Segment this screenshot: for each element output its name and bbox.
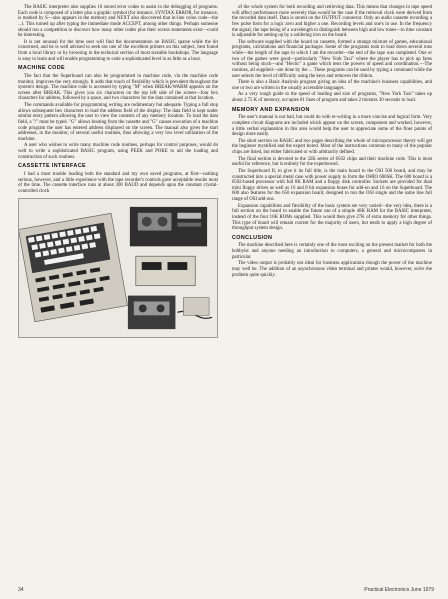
cassette-interface-text <box>18 172 218 195</box>
paragraph: The short section on BASIC and two pages describing the whole of microprocessor theory will get the beginner mystified and the expert bored. Most of the instructions common to many of the popular chips are listed, but either fabricated or with arbitrarily defined. <box>232 138 432 155</box>
superboard-photo <box>18 198 218 338</box>
product-photo-illustration <box>19 199 217 337</box>
publication-source: Practical Electronics June 1979 <box>364 587 434 593</box>
machine-code-text <box>18 74 218 160</box>
paragraph: The BASIC interpreter also supplies 10 stored error codes to assist in the debugging of programs. Each code is composed of a letter plus a graphic symbol (for instance, SYNTAX ERROR, for instance, is marked by S—also appears in the memory and NEXT also discovered that in-line colon code—the ...). This turned up after typing the immediate mode ACCEPT, among other things. Perhaps someone should run a competition to discover how many other codes plus their access statements exist—could be interesting. <box>18 5 218 39</box>
magazine-page <box>18 5 434 581</box>
paragraph: Expansion capabilities and flexibility of the basic system are very varied—the very idea, there is a full section on the board to enable the future use of a simple 48K RAM for the BASIC interpreter, instead of the four 16K ROMs supplied. This would then give 27K of extra memory for other things. This type of board will remain current for the majority of users, but tends to apply a high degree of throughput system design. <box>232 203 432 232</box>
paragraph: The fact that the Superboard can also be programmed in machine code, via the machine code monitor, improves the very strongly. It adds that touch of flexibility which is prevalent throughout the system's design. The machine code is accessed by typing "M" when BREAK/WARM appears on the screen after BREAK. This gives you six characters on the top left side of the screen—four hex characters for address, followed by a space, and two characters for the data contained at that location. <box>18 73 218 102</box>
paragraph: A user who wishes to write many machine code routines, perhaps for control purposes, would do well to write a sophisticated BASIC program, using PEEK and POKE to aid the loading and construction of such routines. <box>18 143 218 160</box>
conclusion-text <box>232 243 432 278</box>
page-number: 34 <box>18 587 24 593</box>
heading-conclusion: CONCLUSION <box>232 234 273 241</box>
paragraph: of the whole system for both recording and retrieving data. This means that changes in tape speed will affect performance more severely than would be the case if the retrieval clock were derived from the recorded data itself. Data is stored on the OUTPUT connector. Only an audio cassette recording a few pulse form for a logic zero and higher a one. Recording levels and one's in use. In the frequency the signal, the tape being of a wavelength to distinguish between high and low tones—in time constant is adjustable for setting up by a soldering iron on the board. <box>232 5 432 39</box>
paragraph: I had a most trouble loading both the standard and my own saved programs, at first—nothing serious, however, and a little experience with the tape recorder's controls gave acceptable results most of the time. The cassette interface runs at about 300 BAUD and depends upon the constant crystal-controlled clock <box>18 171 218 194</box>
paragraph: As a very rough guide to the speed of loading and size of programs, "New York Taxi" takes up about 2.75 K of memory, occupies 81 lines of program and takes 2 minutes 30 seconds to load. <box>232 92 432 103</box>
heading-memory-and-expansion: MEMORY AND EXPANSION <box>232 106 310 113</box>
heading-machine-code: MACHINE CODE <box>18 65 66 72</box>
paragraph: The Superboard II, to give it its full title, is the main board to the OSI 500 board, and may be constructed into a special metal case with power supply to form the OHIO 600SK. The 600 board is a 6502-based processor with full 8K RAM and a floppy disk controller. Sockets are provided for dual mini floppy drives as well as 16 and 8 bit expansion buses for add-on and 16 on the Superboard. The 600 also features for the 650 expansion board, designed to run the OSI single and the same line full range of OSI add-ons. <box>232 168 432 202</box>
paragraph: The machine described here is certainly one of the most exciting on the present market for both the hobbyist and anyone needing an introduction to computers, a general and microcomputers in particular. <box>232 243 432 260</box>
left-column <box>18 5 218 581</box>
paragraph: The video output is probably not ideal for business applications though the power of the machine may well be. The addition of an asynchronous video terminal and printer would, however, solve the problem quite quickly. <box>232 261 432 278</box>
paragraph: There is also a Basic Analysis program giving an idea of the machine's business capabilities, and one or two are written in the usually accessible languages. <box>232 80 432 91</box>
right-intro-text <box>232 5 432 104</box>
paragraph: The software supplied with the board on cassette, formed a strange mixture of games, educational programs, calculations and financial packages. Some of the programs took to load down several runs while—the length of the tape in which I am the recorder—the end of the tape was completed. One or two of the games were good—particularly "New York Taxi" where the player has to pick up fares without being stuck—and "Hectic" a game which tests the powers of speed and coordination.—The routines, all supplied—are done by the ... These programs can be used by typing a command while the user selects the level of difficulty using the keys and removes the ribbon. <box>232 39 432 79</box>
paragraph: The user's manual is not bad, but could do with re-writing in a more concise and logical form. Very complete circuit diagrams are included which appear on the screen, component and worked, however, a little verbal explanation in this area would help the user to appreciate some of the finer points of design more easily. <box>232 115 432 138</box>
memory-expansion-text <box>232 115 432 232</box>
page-footer <box>18 587 434 595</box>
paragraph: The final section is devoted to the 32K series of 6502 chips and their machine code. This is most useful for reference, but is entirely for the experienced. <box>232 156 432 168</box>
left-intro-text <box>18 5 218 62</box>
paragraph: The commands available for programming writing are rudimentary but adequate. Typing a full stop allows subsequent hex characters to load the address field of the display. The data field is kept under similar entry pattern allowing the user to view the contents of any memory location. To load the data field, a "/" must be typed. "G" allows booting from the cassette and "G" causes execution of a machine code program the user has entered address displayed on the screen. The manual also gives the start addresses, in the monitor, of several useful routines, thus allowing a very low level utilization of the machine. <box>18 103 218 142</box>
heading-cassette-interface: CASSETTE INTERFACE <box>18 163 86 170</box>
right-column <box>232 5 432 581</box>
paragraph: It is not unusual for the time user will find the documentation on BASIC sparse while the kit concerned, and he is well advised to seek out one of the excellent primers on this subject, best found from a local library or by browsing in the technical section of most sizeable bookshops. The language is easy to learn and will enable programming to code a sophisticated level in as little as a hour. <box>18 39 218 62</box>
